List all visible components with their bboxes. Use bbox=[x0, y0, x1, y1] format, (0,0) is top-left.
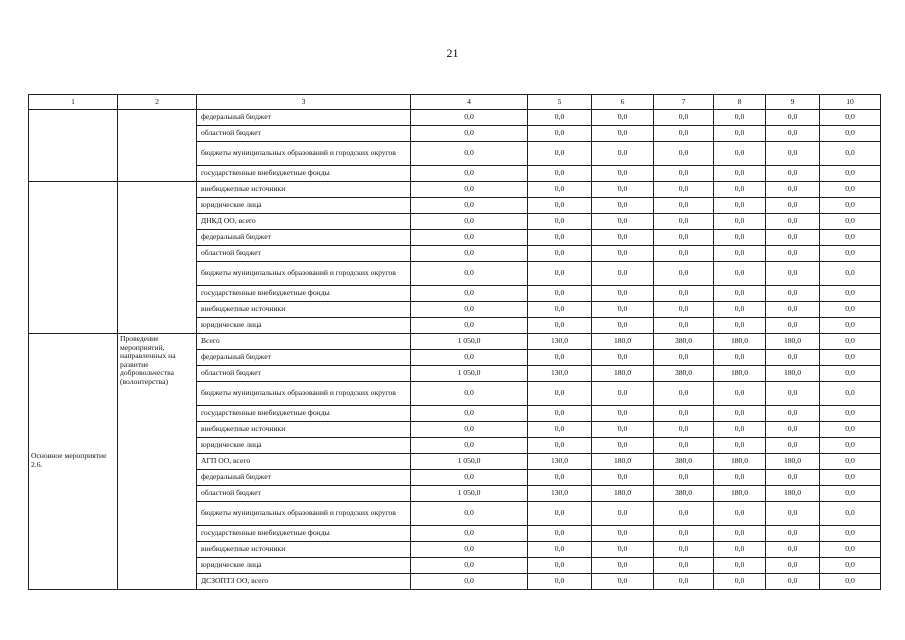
value-cell: 0,0 bbox=[766, 198, 820, 214]
value-cell: 0,0 bbox=[654, 246, 714, 262]
value-cell: 0,0 bbox=[654, 230, 714, 246]
value-cell: 0,0 bbox=[592, 110, 654, 126]
value-cell: 180,0 bbox=[766, 334, 820, 350]
value-cell: 0,0 bbox=[411, 558, 528, 574]
value-cell: 0,0 bbox=[714, 302, 766, 318]
value-cell: 0,0 bbox=[714, 286, 766, 302]
value-cell: 0,0 bbox=[528, 246, 592, 262]
value-cell: 0,0 bbox=[766, 302, 820, 318]
value-cell: 380,0 bbox=[654, 366, 714, 382]
value-cell: 0,0 bbox=[528, 542, 592, 558]
funding-source-cell: юридические лица bbox=[197, 318, 411, 334]
value-cell: 180,0 bbox=[766, 454, 820, 470]
value-cell: 180,0 bbox=[592, 334, 654, 350]
value-cell: 0,0 bbox=[592, 574, 654, 590]
value-cell: 0,0 bbox=[820, 486, 881, 502]
value-cell: 0,0 bbox=[592, 142, 654, 166]
funding-source-cell: областной бюджет bbox=[197, 486, 411, 502]
value-cell: 0,0 bbox=[528, 350, 592, 366]
funding-source-cell: бюджеты муниципальных образований и городских округов bbox=[197, 142, 411, 166]
value-cell: 0,0 bbox=[592, 214, 654, 230]
funding-source-cell: бюджеты муниципальных образований и городских округов bbox=[197, 382, 411, 406]
value-cell: 0,0 bbox=[411, 198, 528, 214]
value-cell: 0,0 bbox=[714, 198, 766, 214]
value-cell: 180,0 bbox=[766, 366, 820, 382]
funding-source-cell: внебюджетные источники bbox=[197, 542, 411, 558]
value-cell: 0,0 bbox=[820, 422, 881, 438]
value-cell: 0,0 bbox=[528, 574, 592, 590]
column-header: 7 bbox=[654, 95, 714, 110]
value-cell: 380,0 bbox=[654, 486, 714, 502]
value-cell: 0,0 bbox=[654, 438, 714, 454]
value-cell: 0,0 bbox=[820, 198, 881, 214]
value-cell: 0,0 bbox=[714, 382, 766, 406]
value-cell: 0,0 bbox=[820, 166, 881, 182]
value-cell: 180,0 bbox=[714, 454, 766, 470]
value-cell: 0,0 bbox=[592, 502, 654, 526]
value-cell: 180,0 bbox=[714, 366, 766, 382]
funding-source-cell: юридические лица bbox=[197, 438, 411, 454]
value-cell: 0,0 bbox=[714, 214, 766, 230]
activity-name-cell bbox=[29, 334, 118, 590]
value-cell: 180,0 bbox=[714, 334, 766, 350]
value-cell: 0,0 bbox=[592, 558, 654, 574]
value-cell: 0,0 bbox=[592, 422, 654, 438]
value-cell: 0,0 bbox=[592, 302, 654, 318]
value-cell: 0,0 bbox=[714, 182, 766, 198]
funding-source-cell: Всего bbox=[197, 334, 411, 350]
value-cell: 0,0 bbox=[411, 302, 528, 318]
value-cell: 0,0 bbox=[766, 438, 820, 454]
value-cell: 0,0 bbox=[654, 166, 714, 182]
value-cell: 1 050,0 bbox=[411, 454, 528, 470]
activity-description-cell bbox=[118, 334, 197, 590]
finance-table bbox=[28, 94, 881, 590]
column-header: 9 bbox=[766, 95, 820, 110]
value-cell: 0,0 bbox=[592, 126, 654, 142]
value-cell: 0,0 bbox=[528, 214, 592, 230]
table-row bbox=[29, 110, 881, 126]
value-cell: 0,0 bbox=[714, 558, 766, 574]
value-cell: 0,0 bbox=[766, 542, 820, 558]
value-cell: 0,0 bbox=[592, 182, 654, 198]
value-cell: 0,0 bbox=[820, 318, 881, 334]
value-cell: 0,0 bbox=[528, 406, 592, 422]
value-cell: 0,0 bbox=[766, 558, 820, 574]
value-cell: 0,0 bbox=[766, 262, 820, 286]
value-cell: 0,0 bbox=[820, 126, 881, 142]
value-cell: 0,0 bbox=[714, 438, 766, 454]
value-cell: 0,0 bbox=[766, 166, 820, 182]
value-cell: 0,0 bbox=[654, 126, 714, 142]
value-cell: 1 050,0 bbox=[411, 366, 528, 382]
value-cell: 0,0 bbox=[592, 262, 654, 286]
value-cell: 0,0 bbox=[528, 422, 592, 438]
value-cell: 0,0 bbox=[766, 318, 820, 334]
value-cell: 0,0 bbox=[654, 542, 714, 558]
value-cell: 0,0 bbox=[820, 302, 881, 318]
column-header: 1 bbox=[29, 95, 118, 110]
value-cell: 0,0 bbox=[592, 166, 654, 182]
funding-source-cell: АГП ОО, всего bbox=[197, 454, 411, 470]
value-cell: 0,0 bbox=[654, 382, 714, 406]
value-cell: 0,0 bbox=[714, 526, 766, 542]
funding-source-cell: внебюджетные источники bbox=[197, 302, 411, 318]
value-cell: 0,0 bbox=[820, 502, 881, 526]
value-cell: 0,0 bbox=[820, 230, 881, 246]
value-cell: 0,0 bbox=[714, 110, 766, 126]
value-cell: 0,0 bbox=[714, 246, 766, 262]
value-cell: 0,0 bbox=[766, 110, 820, 126]
value-cell: 0,0 bbox=[528, 470, 592, 486]
value-cell: 0,0 bbox=[766, 182, 820, 198]
value-cell: 0,0 bbox=[714, 350, 766, 366]
funding-source-cell: государственные внебюджетные фонды bbox=[197, 286, 411, 302]
funding-source-cell: государственные внебюджетные фонды bbox=[197, 526, 411, 542]
value-cell: 0,0 bbox=[654, 110, 714, 126]
value-cell: 0,0 bbox=[654, 142, 714, 166]
value-cell: 0,0 bbox=[528, 110, 592, 126]
value-cell: 0,0 bbox=[654, 502, 714, 526]
value-cell: 0,0 bbox=[766, 126, 820, 142]
activity-description-cell bbox=[118, 182, 197, 334]
value-cell: 0,0 bbox=[528, 438, 592, 454]
value-cell: 0,0 bbox=[654, 198, 714, 214]
value-cell: 0,0 bbox=[592, 470, 654, 486]
activity-description-text: Проведение мероприятий, направленных на развитие добровольчества (волонтерства) bbox=[120, 334, 176, 386]
column-header: 10 bbox=[820, 95, 881, 110]
value-cell: 0,0 bbox=[820, 142, 881, 166]
funding-source-cell: внебюджетные источники bbox=[197, 422, 411, 438]
value-cell: 0,0 bbox=[411, 214, 528, 230]
value-cell: 0,0 bbox=[714, 574, 766, 590]
value-cell: 0,0 bbox=[411, 318, 528, 334]
value-cell: 0,0 bbox=[411, 142, 528, 166]
value-cell: 0,0 bbox=[766, 526, 820, 542]
column-header: 4 bbox=[411, 95, 528, 110]
value-cell: 0,0 bbox=[411, 126, 528, 142]
funding-source-cell: бюджеты муниципальных образований и городских округов bbox=[197, 502, 411, 526]
value-cell: 0,0 bbox=[654, 526, 714, 542]
value-cell: 180,0 bbox=[714, 486, 766, 502]
value-cell: 380,0 bbox=[654, 454, 714, 470]
value-cell: 0,0 bbox=[654, 302, 714, 318]
value-cell: 0,0 bbox=[528, 382, 592, 406]
table-row bbox=[29, 182, 881, 198]
funding-source-cell: внебюджетные источники bbox=[197, 182, 411, 198]
value-cell: 0,0 bbox=[714, 502, 766, 526]
value-cell: 0,0 bbox=[411, 182, 528, 198]
value-cell: 0,0 bbox=[820, 214, 881, 230]
value-cell: 0,0 bbox=[528, 286, 592, 302]
value-cell: 0,0 bbox=[411, 542, 528, 558]
value-cell: 0,0 bbox=[820, 406, 881, 422]
value-cell: 0,0 bbox=[820, 286, 881, 302]
value-cell: 0,0 bbox=[654, 470, 714, 486]
value-cell: 0,0 bbox=[592, 246, 654, 262]
value-cell: 0,0 bbox=[714, 262, 766, 286]
table-header-row bbox=[29, 95, 881, 110]
value-cell: 0,0 bbox=[714, 166, 766, 182]
funding-source-cell: федеральный бюджет bbox=[197, 230, 411, 246]
funding-source-cell: ДСЗОПТЗ ОО, всего bbox=[197, 574, 411, 590]
value-cell: 0,0 bbox=[592, 526, 654, 542]
activity-description-cell bbox=[118, 110, 197, 182]
value-cell: 0,0 bbox=[528, 166, 592, 182]
value-cell: 0,0 bbox=[820, 182, 881, 198]
value-cell: 0,0 bbox=[654, 318, 714, 334]
value-cell: 0,0 bbox=[411, 230, 528, 246]
column-header: 3 bbox=[197, 95, 411, 110]
funding-source-cell: федеральный бюджет bbox=[197, 350, 411, 366]
value-cell: 0,0 bbox=[411, 110, 528, 126]
value-cell: 0,0 bbox=[654, 574, 714, 590]
value-cell: 0,0 bbox=[592, 438, 654, 454]
value-cell: 0,0 bbox=[654, 214, 714, 230]
value-cell: 0,0 bbox=[654, 286, 714, 302]
value-cell: 0,0 bbox=[820, 382, 881, 406]
value-cell: 0,0 bbox=[714, 318, 766, 334]
value-cell: 0,0 bbox=[820, 366, 881, 382]
column-header: 6 bbox=[592, 95, 654, 110]
page-number: 21 bbox=[446, 46, 459, 60]
funding-source-cell: бюджеты муниципальных образований и городских округов bbox=[197, 262, 411, 286]
value-cell: 0,0 bbox=[820, 350, 881, 366]
value-cell: 0,0 bbox=[528, 502, 592, 526]
value-cell: 0,0 bbox=[411, 382, 528, 406]
value-cell: 0,0 bbox=[411, 502, 528, 526]
column-header: 5 bbox=[528, 95, 592, 110]
value-cell: 180,0 bbox=[592, 454, 654, 470]
funding-source-cell: юридические лица bbox=[197, 198, 411, 214]
value-cell: 0,0 bbox=[528, 230, 592, 246]
value-cell: 180,0 bbox=[592, 486, 654, 502]
value-cell: 0,0 bbox=[654, 422, 714, 438]
value-cell: 130,0 bbox=[528, 334, 592, 350]
value-cell: 0,0 bbox=[528, 198, 592, 214]
value-cell: 0,0 bbox=[766, 142, 820, 166]
value-cell: 0,0 bbox=[714, 422, 766, 438]
value-cell: 0,0 bbox=[820, 334, 881, 350]
value-cell: 0,0 bbox=[592, 198, 654, 214]
value-cell: 0,0 bbox=[411, 526, 528, 542]
activity-name-cell bbox=[29, 182, 118, 334]
funding-source-cell: ДНКД ОО, всего bbox=[197, 214, 411, 230]
value-cell: 0,0 bbox=[714, 406, 766, 422]
value-cell: 0,0 bbox=[766, 502, 820, 526]
value-cell: 0,0 bbox=[820, 454, 881, 470]
value-cell: 0,0 bbox=[592, 230, 654, 246]
value-cell: 0,0 bbox=[592, 406, 654, 422]
value-cell: 0,0 bbox=[654, 350, 714, 366]
funding-source-cell: областной бюджет bbox=[197, 246, 411, 262]
value-cell: 0,0 bbox=[766, 350, 820, 366]
value-cell: 0,0 bbox=[528, 126, 592, 142]
value-cell: 0,0 bbox=[766, 230, 820, 246]
activity-name-text: Основное мероприятие 2.6. bbox=[31, 451, 107, 469]
value-cell: 0,0 bbox=[528, 558, 592, 574]
value-cell: 0,0 bbox=[411, 574, 528, 590]
value-cell: 0,0 bbox=[592, 286, 654, 302]
funding-source-cell: областной бюджет bbox=[197, 126, 411, 142]
column-header: 8 bbox=[714, 95, 766, 110]
value-cell: 180,0 bbox=[592, 366, 654, 382]
value-cell: 0,0 bbox=[411, 286, 528, 302]
value-cell: 130,0 bbox=[528, 366, 592, 382]
value-cell: 0,0 bbox=[714, 470, 766, 486]
column-header: 2 bbox=[118, 95, 197, 110]
activity-name-cell bbox=[29, 110, 118, 182]
value-cell: 0,0 bbox=[714, 142, 766, 166]
value-cell: 0,0 bbox=[528, 142, 592, 166]
value-cell: 0,0 bbox=[411, 246, 528, 262]
value-cell: 0,0 bbox=[654, 558, 714, 574]
value-cell: 0,0 bbox=[592, 350, 654, 366]
value-cell: 0,0 bbox=[411, 262, 528, 286]
value-cell: 0,0 bbox=[528, 302, 592, 318]
value-cell: 0,0 bbox=[528, 262, 592, 286]
value-cell: 0,0 bbox=[654, 262, 714, 286]
value-cell: 0,0 bbox=[411, 438, 528, 454]
value-cell: 0,0 bbox=[766, 246, 820, 262]
value-cell: 130,0 bbox=[528, 454, 592, 470]
value-cell: 0,0 bbox=[592, 382, 654, 406]
value-cell: 0,0 bbox=[820, 526, 881, 542]
value-cell: 0,0 bbox=[820, 542, 881, 558]
value-cell: 0,0 bbox=[820, 574, 881, 590]
value-cell: 0,0 bbox=[714, 126, 766, 142]
value-cell: 0,0 bbox=[654, 406, 714, 422]
value-cell: 0,0 bbox=[411, 166, 528, 182]
value-cell: 0,0 bbox=[592, 318, 654, 334]
value-cell: 0,0 bbox=[766, 406, 820, 422]
funding-source-cell: юридические лица bbox=[197, 558, 411, 574]
funding-source-cell: государственные внебюджетные фонды bbox=[197, 406, 411, 422]
value-cell: 0,0 bbox=[411, 406, 528, 422]
value-cell: 0,0 bbox=[820, 558, 881, 574]
value-cell: 0,0 bbox=[592, 542, 654, 558]
value-cell: 0,0 bbox=[766, 214, 820, 230]
value-cell: 0,0 bbox=[766, 574, 820, 590]
funding-source-cell: федеральный бюджет bbox=[197, 110, 411, 126]
value-cell: 1 050,0 bbox=[411, 334, 528, 350]
value-cell: 0,0 bbox=[766, 382, 820, 406]
value-cell: 0,0 bbox=[766, 470, 820, 486]
table-row bbox=[29, 334, 881, 350]
value-cell: 0,0 bbox=[820, 262, 881, 286]
value-cell: 0,0 bbox=[820, 246, 881, 262]
value-cell: 0,0 bbox=[411, 350, 528, 366]
value-cell: 0,0 bbox=[820, 438, 881, 454]
value-cell: 380,0 bbox=[654, 334, 714, 350]
value-cell: 0,0 bbox=[820, 470, 881, 486]
funding-source-cell: федеральный бюджет bbox=[197, 470, 411, 486]
value-cell: 0,0 bbox=[528, 526, 592, 542]
value-cell: 0,0 bbox=[766, 422, 820, 438]
value-cell: 0,0 bbox=[528, 318, 592, 334]
value-cell: 130,0 bbox=[528, 486, 592, 502]
funding-source-cell: областной бюджет bbox=[197, 366, 411, 382]
value-cell: 0,0 bbox=[411, 422, 528, 438]
value-cell: 0,0 bbox=[714, 542, 766, 558]
funding-source-cell: государственные внебюджетные фонды bbox=[197, 166, 411, 182]
value-cell: 1 050,0 bbox=[411, 486, 528, 502]
value-cell: 0,0 bbox=[820, 110, 881, 126]
value-cell: 180,0 bbox=[766, 486, 820, 502]
value-cell: 0,0 bbox=[766, 286, 820, 302]
value-cell: 0,0 bbox=[654, 182, 714, 198]
value-cell: 0,0 bbox=[714, 230, 766, 246]
value-cell: 0,0 bbox=[411, 470, 528, 486]
value-cell: 0,0 bbox=[528, 182, 592, 198]
